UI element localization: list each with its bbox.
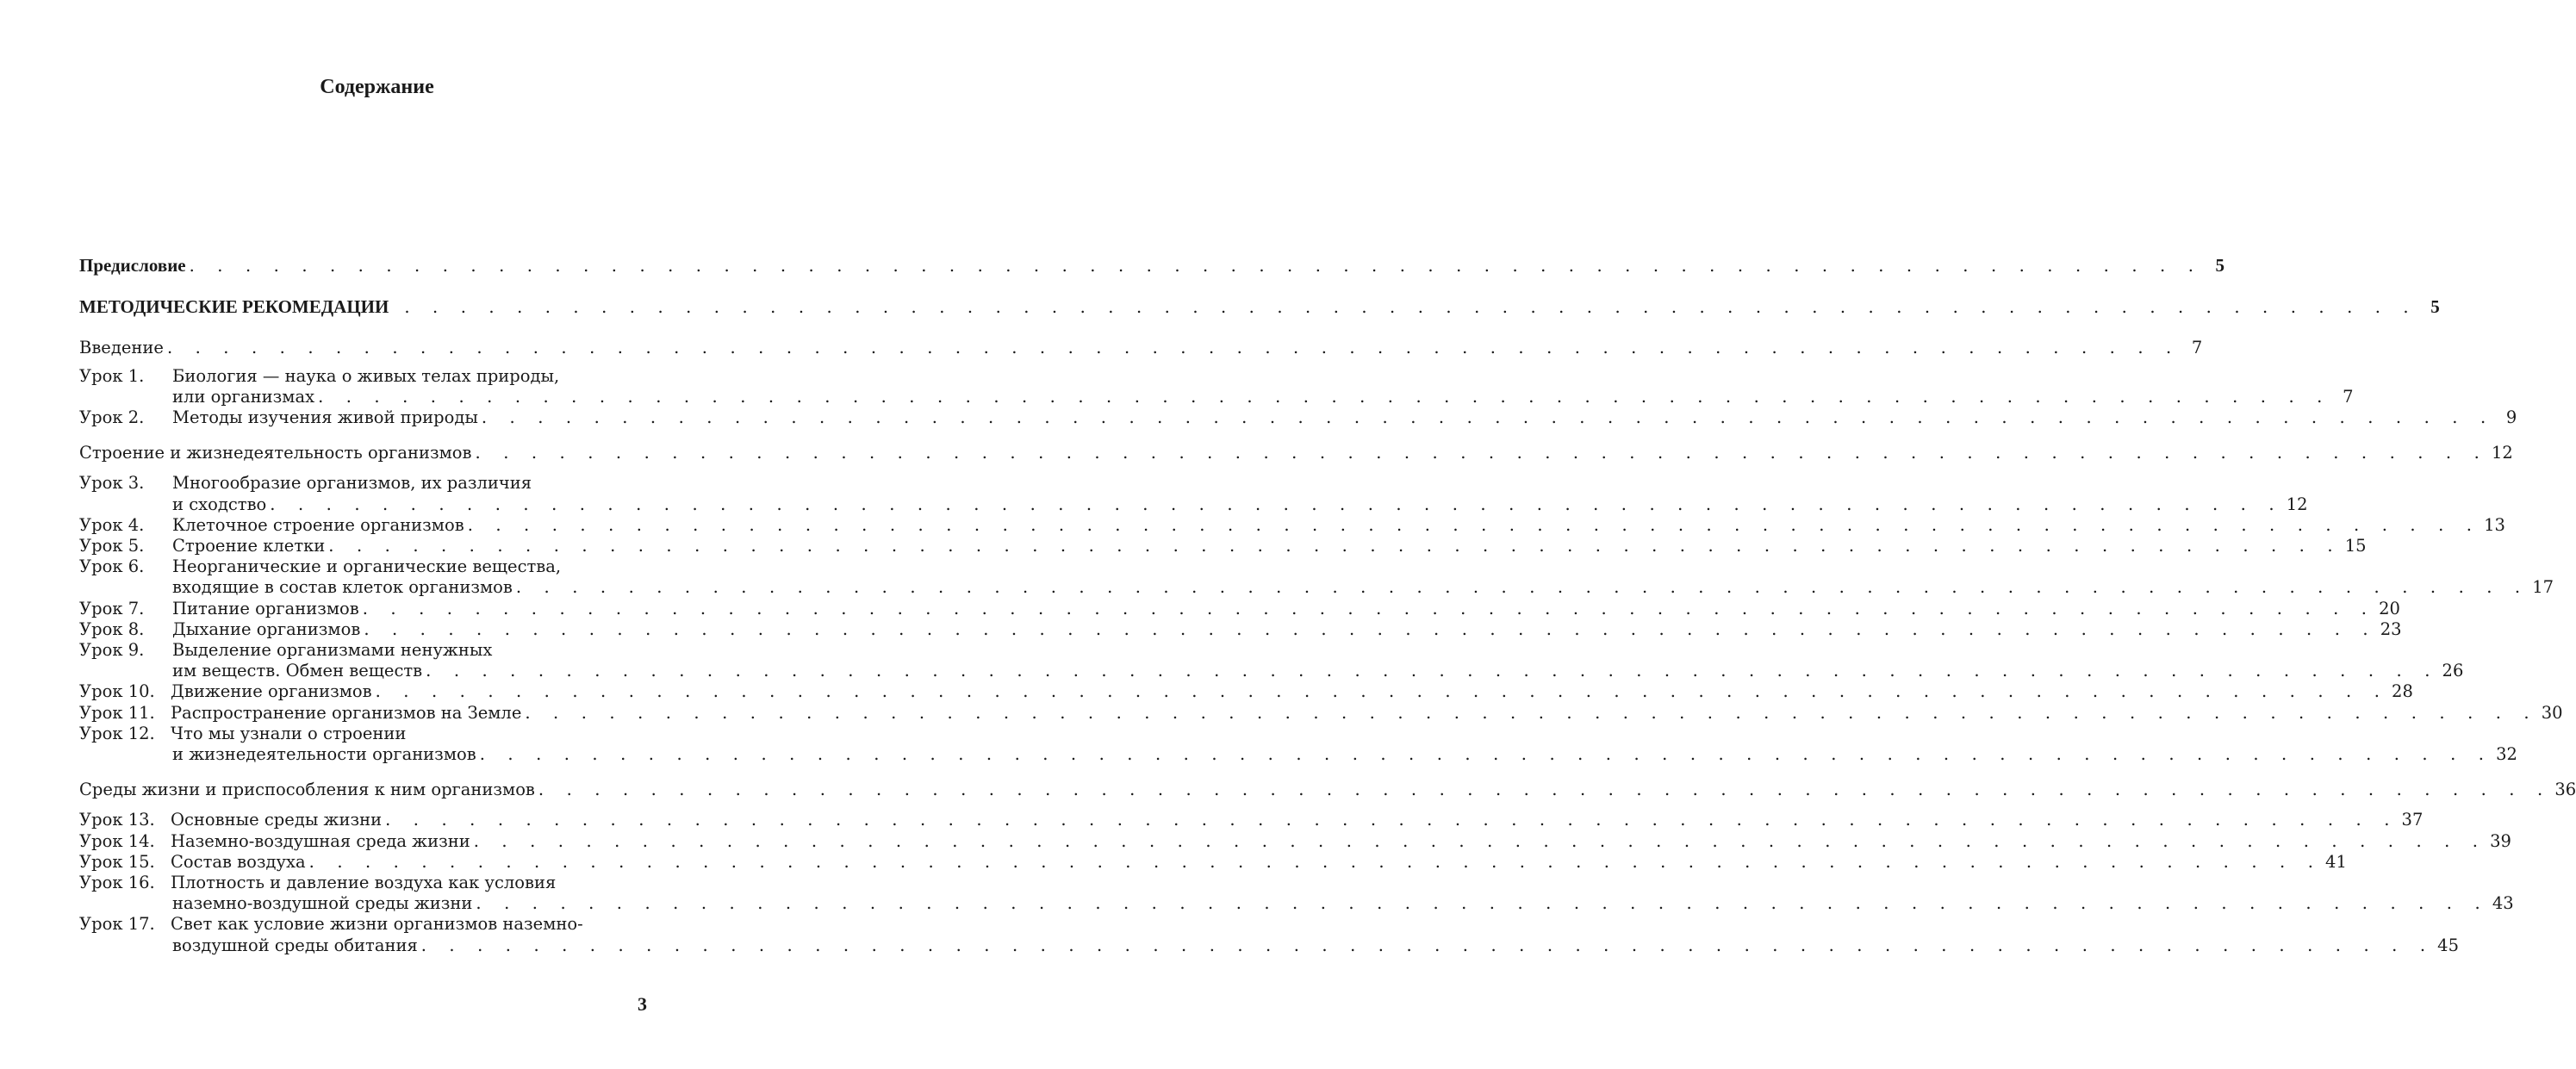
lesson-title-line: Методы изучения живой природы xyxy=(172,407,478,428)
toc-entry-label: Строение и жизнедеятельность организмов xyxy=(79,443,472,463)
toc-page-number: 17 xyxy=(2532,577,2554,598)
toc-lesson-11 xyxy=(79,702,2563,724)
lesson-title-line: Свет как условие жизни организмов наземно- xyxy=(171,914,583,935)
dot-leader xyxy=(364,619,2376,640)
dot-leader xyxy=(476,443,2488,463)
dot-leader xyxy=(270,494,2282,515)
dot-leader xyxy=(318,387,2330,407)
toc-entry-methods xyxy=(79,296,2440,318)
dot-leader xyxy=(516,577,2529,598)
toc-page-number: 43 xyxy=(2492,893,2514,914)
toc-page-number: 36 xyxy=(2554,780,2576,800)
toc-lesson-17 xyxy=(79,914,2459,955)
toc-page-number: 20 xyxy=(2379,598,2400,618)
page-number: 3 xyxy=(638,993,647,1015)
lesson-title-line: Плотность и давление воздуха как условия xyxy=(171,873,557,893)
dot-leader xyxy=(476,893,2488,914)
toc-lesson-7 xyxy=(79,598,2400,619)
lesson-title-line: Выделение организмами ненужных xyxy=(172,640,493,661)
lesson-title-line: Биология — наука о живых телах природы, xyxy=(172,365,560,386)
toc-page-number: 13 xyxy=(2484,514,2505,535)
toc-lesson-1 xyxy=(79,365,2354,407)
lesson-title-line: Многообразие организмов, их различия xyxy=(172,473,532,494)
toc-page-number: 39 xyxy=(2490,830,2511,851)
dot-leader xyxy=(385,810,2398,830)
dot-leader xyxy=(404,297,2417,318)
lesson-number: Урок 8. xyxy=(79,618,145,639)
lesson-number: Урок 7. xyxy=(79,598,145,618)
lesson-number: Урок 14. xyxy=(79,830,155,851)
toc-page-number: 26 xyxy=(2442,661,2464,681)
lesson-title-line: Состав воздуха xyxy=(171,851,306,872)
lesson-title-line: или организмах xyxy=(172,386,315,407)
lesson-number: Урок 4. xyxy=(79,514,145,535)
lesson-number: Урок 3. xyxy=(79,473,145,494)
table-of-contents xyxy=(79,255,2576,956)
toc-entry-label: Введение xyxy=(79,338,164,358)
lesson-title-line: Строение клетки xyxy=(172,536,326,556)
lesson-number: Урок 9. xyxy=(79,640,145,661)
toc-page-number: 9 xyxy=(2505,407,2517,428)
lesson-title-line: воздушной среды обитания xyxy=(172,935,418,955)
lesson-title-line: им веществ. Обмен веществ xyxy=(172,661,423,681)
lesson-number: Урок 2. xyxy=(79,407,145,428)
toc-page-number: 7 xyxy=(2343,386,2354,407)
lesson-number: Урок 10. xyxy=(79,681,155,702)
toc-entry-label: МЕТОДИЧЕСКИЕ РЕКОМЕДАЦИИ xyxy=(79,296,389,318)
dot-leader xyxy=(480,744,2492,765)
dot-leader xyxy=(525,703,2537,724)
lesson-number: Урок 15. xyxy=(79,851,155,872)
toc-lesson-3 xyxy=(79,473,2308,514)
toc-lesson-9 xyxy=(79,640,2464,681)
toc-lesson-8 xyxy=(79,618,2402,640)
lesson-title-line: входящие в состав клеток организмов xyxy=(172,577,513,598)
toc-page-number: 41 xyxy=(2325,851,2347,872)
lesson-number: Урок 13. xyxy=(79,810,155,830)
dot-leader xyxy=(482,407,2494,428)
dot-leader xyxy=(474,831,2486,852)
toc-lesson-4 xyxy=(79,514,2505,536)
toc-section-structure xyxy=(79,443,2513,463)
toc-page-number: 30 xyxy=(2541,702,2563,723)
lesson-title-line: Клеточное строение организмов xyxy=(172,514,464,535)
toc-lesson-16 xyxy=(79,873,2514,914)
toc-entry-intro xyxy=(79,338,2203,358)
lesson-number: Урок 6. xyxy=(79,556,145,577)
toc-entry-preface xyxy=(79,255,2225,277)
toc-lesson-14 xyxy=(79,830,2511,852)
dot-leader xyxy=(363,599,2375,619)
dot-leader xyxy=(328,536,2341,556)
toc-entry-label: Среды жизни и приспособления к ним организмов xyxy=(79,780,535,800)
dot-leader xyxy=(376,681,2388,702)
toc-lesson-12 xyxy=(79,723,2517,765)
toc-lesson-10 xyxy=(79,681,2413,702)
toc-page-number: 7 xyxy=(2191,338,2203,358)
lesson-title-line: и жизнедеятельности организмов xyxy=(172,744,476,765)
toc-lesson-13 xyxy=(79,810,2424,830)
toc-lesson-2 xyxy=(79,407,2517,428)
lesson-title-line: Движение организмов xyxy=(171,681,372,702)
toc-page-number: 37 xyxy=(2401,810,2424,830)
dot-leader xyxy=(421,935,2434,956)
lesson-title-line: Неорганические и органические вещества, xyxy=(172,556,562,577)
dot-leader xyxy=(190,256,2202,277)
lesson-number: Урок 5. xyxy=(79,536,145,556)
toc-entry-label: Предисловие xyxy=(79,255,186,276)
toc-page-number: 32 xyxy=(2496,744,2517,765)
toc-page-number: 23 xyxy=(2380,618,2402,639)
toc-page-number: 12 xyxy=(2491,443,2513,463)
dot-leader xyxy=(538,780,2551,800)
dot-leader xyxy=(468,515,2480,536)
lesson-number: Урок 1. xyxy=(79,365,145,386)
lesson-number: Урок 12. xyxy=(79,723,155,743)
dot-leader xyxy=(426,661,2438,681)
toc-lesson-5 xyxy=(79,536,2367,556)
toc-lesson-6 xyxy=(79,556,2554,598)
lesson-title-line: Что мы узнали о строении xyxy=(171,723,407,743)
lesson-title-line: и сходство xyxy=(172,494,267,514)
lesson-title-line: наземно-воздушной среды жизни xyxy=(172,893,473,914)
lesson-number: Урок 17. xyxy=(79,914,155,935)
lesson-number: Урок 16. xyxy=(79,873,155,893)
lesson-title-line: Дыхание организмов xyxy=(172,618,361,639)
lesson-title-line: Питание организмов xyxy=(172,598,359,618)
lesson-title-line: Распространение организмов на Земле xyxy=(171,702,522,723)
toc-page-number: 12 xyxy=(2286,494,2308,514)
toc-page-number: 45 xyxy=(2437,935,2459,955)
dot-leader xyxy=(167,338,2180,358)
lesson-title-line: Наземно-воздушная среда жизни xyxy=(171,830,470,851)
dot-leader xyxy=(309,852,2322,873)
toc-page-number: 5 xyxy=(2430,296,2440,318)
toc-lesson-15 xyxy=(79,851,2347,873)
toc-page-number: 28 xyxy=(2392,681,2413,702)
lesson-number: Урок 11. xyxy=(79,702,155,723)
toc-page-number: 15 xyxy=(2344,536,2367,556)
toc-section-habitats xyxy=(79,780,2576,800)
page-title: Содержание xyxy=(320,76,434,98)
lesson-title-line: Основные среды жизни xyxy=(171,810,383,830)
toc-page-number: 5 xyxy=(2215,255,2225,276)
